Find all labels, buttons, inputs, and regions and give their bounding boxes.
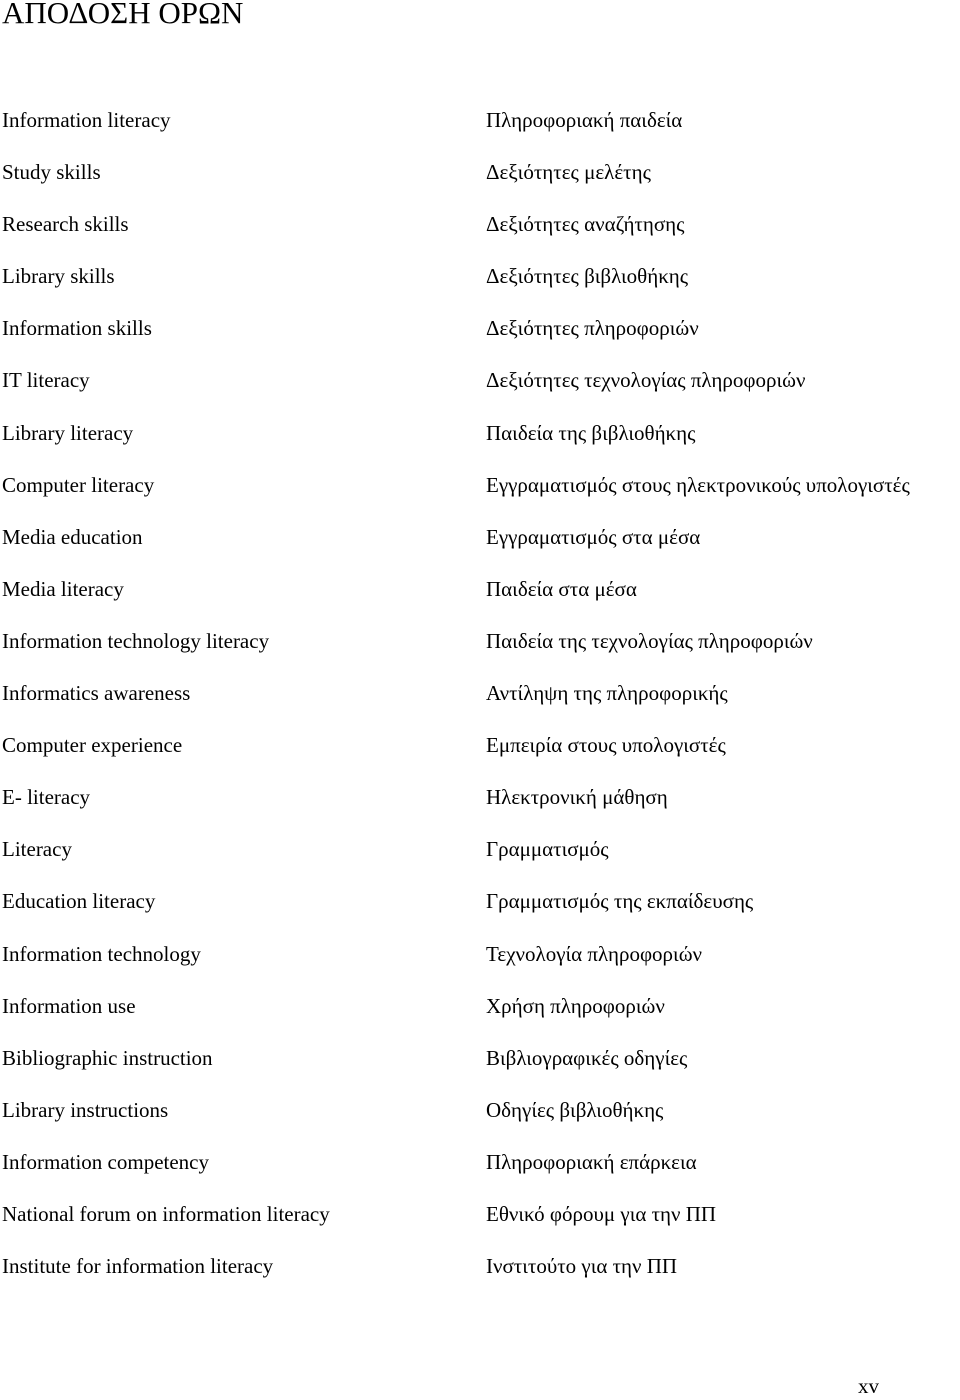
term-greek: Δεξιότητες μελέτης (486, 160, 651, 185)
term-english: Information skills (2, 316, 152, 341)
term-greek: Γραμματισμός της εκπαίδευσης (486, 889, 754, 914)
term-row (0, 465, 960, 517)
term-row (0, 569, 960, 621)
terms-table (0, 100, 960, 1298)
term-english: Media education (2, 524, 143, 549)
term-english: E- literacy (2, 785, 91, 810)
term-english: Library instructions (2, 1097, 169, 1122)
term-english: IT literacy (2, 368, 90, 393)
term-greek: Βιβλιογραφικές οδηγίες (486, 1045, 688, 1070)
term-english: Computer literacy (2, 472, 155, 497)
term-english: Media literacy (2, 576, 124, 601)
term-row (0, 1142, 960, 1194)
term-row (0, 829, 960, 881)
term-row (0, 1038, 960, 1090)
page-number: xv (858, 1374, 879, 1398)
term-english: Library literacy (2, 420, 134, 445)
term-greek: Παιδεία της βιβλιοθήκης (486, 420, 696, 445)
term-greek: Παιδεία στα μέσα (486, 576, 637, 601)
term-greek: Δεξιότητες πληροφοριών (486, 316, 699, 341)
term-english: Information technology literacy (2, 628, 270, 653)
term-english: Information competency (2, 1149, 210, 1174)
term-english: Informatics awareness (2, 681, 191, 706)
term-greek: Εγγραματισμός στους ηλεκτρονικούς υπολογιστές (486, 472, 910, 497)
term-greek: Ηλεκτρονική μάθηση (486, 785, 668, 810)
term-greek: Παιδεία της τεχνολογίας πληροφοριών (486, 628, 813, 653)
term-english: Information use (2, 993, 136, 1018)
term-english: Research skills (2, 212, 129, 237)
term-greek: Χρήση πληροφοριών (486, 993, 665, 1018)
term-row (0, 308, 960, 360)
term-english: Bibliographic instruction (2, 1045, 213, 1070)
term-row (0, 204, 960, 256)
term-greek: Πληροφοριακή παιδεία (486, 108, 683, 132)
term-greek: Ινστιτούτο για την ΠΠ (486, 1254, 678, 1279)
term-row (0, 1090, 960, 1142)
term-row (0, 256, 960, 308)
term-row (0, 777, 960, 829)
term-row (0, 673, 960, 725)
term-row (0, 1194, 960, 1246)
term-row (0, 413, 960, 465)
term-greek: Οδηγίες βιβλιοθήκης (486, 1097, 664, 1122)
term-greek: Δεξιότητες τεχνολογίας πληροφοριών (486, 368, 806, 393)
term-english: Information technology (2, 941, 201, 966)
term-english: Literacy (2, 837, 72, 862)
term-english: Information literacy (2, 108, 171, 132)
term-greek: Πληροφοριακή επάρκεια (486, 1149, 697, 1174)
term-row (0, 360, 960, 412)
term-greek: Γραμματισμός (486, 837, 609, 862)
term-row (0, 725, 960, 777)
term-english: Computer experience (2, 733, 183, 758)
term-greek: Δεξιότητες αναζήτησης (486, 212, 685, 237)
term-greek: Εμπειρία στους υπολογιστές (486, 733, 726, 758)
page-title: ΑΠΟΔΟΣΗ ΟΡΩΝ (2, 0, 244, 30)
term-english: Institute for information literacy (2, 1254, 274, 1279)
term-english: National forum on information literacy (2, 1201, 330, 1226)
term-row (0, 1246, 960, 1298)
term-greek: Εγγραματισμός στα μέσα (486, 524, 701, 549)
term-row (0, 986, 960, 1038)
term-english: Library skills (2, 264, 115, 289)
term-row (0, 934, 960, 986)
term-row (0, 517, 960, 569)
term-row (0, 881, 960, 933)
term-row (0, 621, 960, 673)
term-greek: Δεξιότητες βιβλιοθήκης (486, 264, 689, 289)
term-greek: Αντίληψη της πληροφορικής (486, 681, 728, 706)
term-english: Study skills (2, 160, 101, 185)
term-greek: Τεχνολογία πληροφοριών (486, 941, 703, 966)
term-row (0, 100, 960, 152)
term-english: Education literacy (2, 889, 156, 914)
term-row (0, 152, 960, 204)
term-greek: Εθνικό φόρουμ για την ΠΠ (486, 1201, 717, 1226)
